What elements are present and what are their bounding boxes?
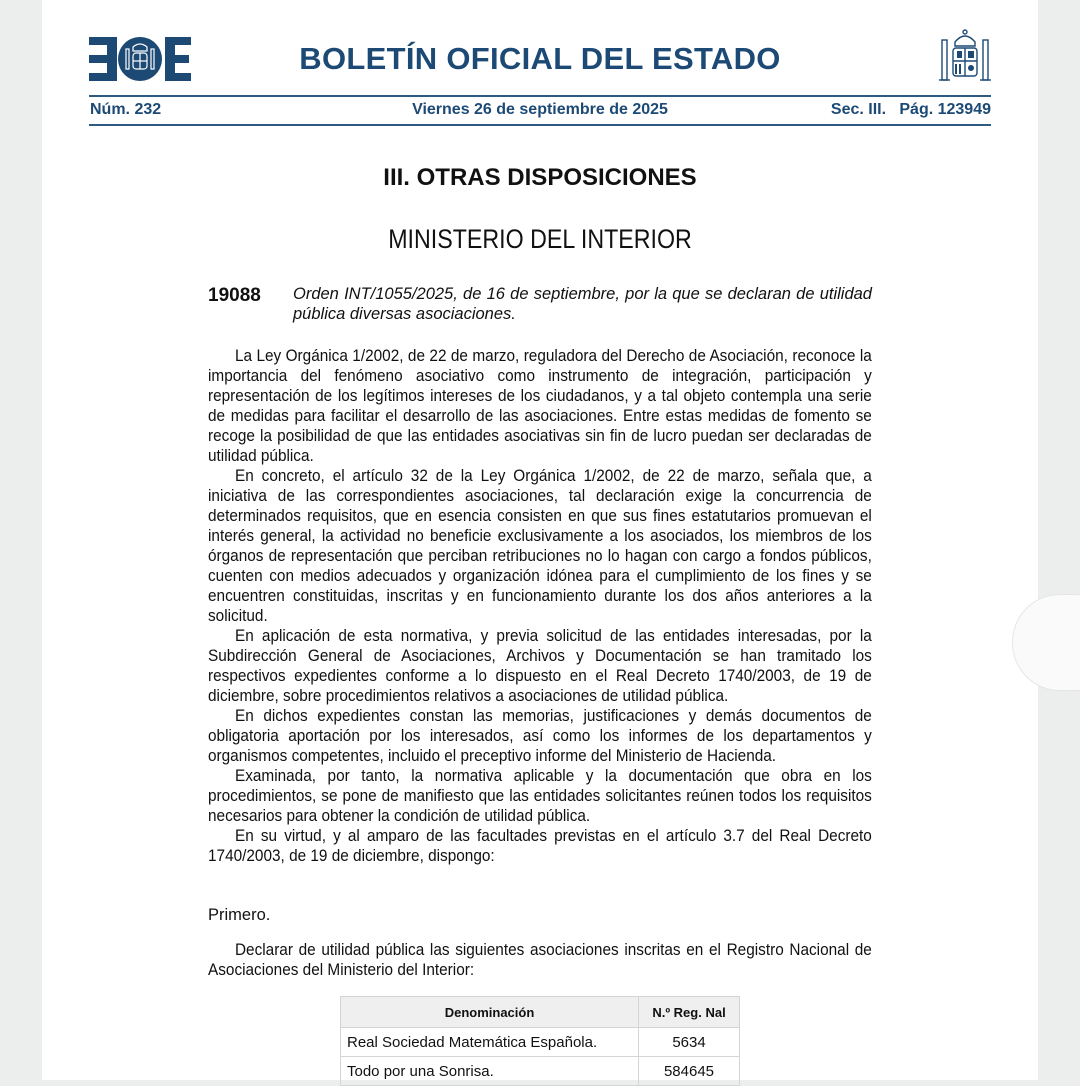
table-header-row: [341, 997, 740, 1028]
ministry-heading: MINISTERIO DEL INTERIOR: [388, 224, 692, 254]
section-title: III. OTRAS DISPOSICIONES: [383, 164, 697, 191]
coat-of-arms-icon: [937, 28, 993, 84]
paragraph: En su virtud, y al amparo de las facultades previstas en el artículo 3.7 del Real Decreto 1740/2003, de 19 de diciembre, dispongo:: [208, 827, 872, 865]
column-header-reg-number: N.º Reg. Nal: [639, 997, 740, 1028]
paragraph: En concreto, el artículo 32 de la Ley Orgánica 1/2002, de 22 de marzo, señala que, a iniciativa de las correspondientes asociaciones, tal declaración exige la concurrencia de determinados requisitos, que en esencia consisten en que sus fines estatutarios promuevan el interés general, la actividad no beneficie exclusivamente a los asociados, los miembros de los órganos de representación que perciban retribuciones no lo hagan con cargo a fondos públicos, cuenten con medios adecuados y organización idónea para el cumplimiento de los fines y se encuentren constituidas, inscritas y en funcionamiento durante los dos años anteriores a la solicitud.: [208, 467, 872, 625]
paragraph: En dichos expedientes constan las memorias, justificaciones y demás documentos de obligatoria aportación por los interesados, así como los informes de los departamentos y organismos competentes, incluido el preceptivo informe del Ministerio de Hacienda.: [208, 707, 872, 765]
paragraph: La Ley Orgánica 1/2002, de 22 de marzo, reguladora del Derecho de Asociación, reconoce la importancia del fenómeno asociativo como instrumento de integración, participación y representación de los legítimos intereses de los ciudadanos, y a tal objeto contempla una serie de medidas para facilitar el desarrollo de las asociaciones. Entre estas medidas de fomento se recoge la posibilidad de que las entidades asociativas sin fin de lucro puedan ser declaradas de utilidad pública.: [208, 347, 872, 465]
paragraph: Examinada, por tanto, la normativa aplicable y la documentación que obra en los procedimientos, se pone de manifiesto que las entidades solicitantes reúnen todos los requisitos necesarios para obtener la condición de utilidad pública.: [208, 767, 872, 825]
registration-number: 5634: [639, 1028, 740, 1057]
table-row: [341, 1028, 740, 1057]
header-meta: [89, 101, 991, 121]
paragraph: En aplicación de esta normativa, y previa solicitud de las entidades interesadas, por la Subdirección General de Asociaciones, Archivos y Documentación se han tramitado los respectivos expedientes conforme a lo dispuesto en el Real Decreto 1740/2003, de 19 de diciembre, sobre procedimientos relativos a asociaciones de utilidad pública.: [208, 627, 872, 705]
article-heading: Primero.: [208, 906, 271, 924]
section-page: Sec. III. Pág. 123949: [830, 101, 991, 118]
article-body: [208, 940, 872, 980]
association-name: Real Sociedad Matemática Española.: [341, 1028, 639, 1057]
associations-table: [340, 996, 740, 1086]
issue-number: Núm. 232: [90, 101, 162, 118]
table-row: [341, 1057, 740, 1086]
document-page: [42, 0, 1038, 1080]
preamble: [208, 346, 872, 866]
disposition-number: 19088: [208, 285, 261, 306]
column-header-name: Denominación: [341, 997, 639, 1028]
issue-date: Viernes 26 de septiembre de 2025: [412, 101, 668, 118]
association-name: Todo por una Sonrisa.: [341, 1057, 639, 1086]
header-rule-top: [89, 95, 991, 97]
bulletin-title: BOLETÍN OFICIAL DEL ESTADO: [299, 41, 781, 76]
header-rule-bottom: [89, 124, 991, 126]
disposition-title: Orden INT/1055/2025, de 16 de septiembre, por la que se declaran de utilidad pública diversas asociaciones.: [293, 285, 872, 323]
registration-number: 584645: [639, 1057, 740, 1086]
paragraph: Declarar de utilidad pública las siguientes asociaciones inscritas en el Registro Nacional de Asociaciones del Ministerio del Interior:: [208, 941, 872, 979]
